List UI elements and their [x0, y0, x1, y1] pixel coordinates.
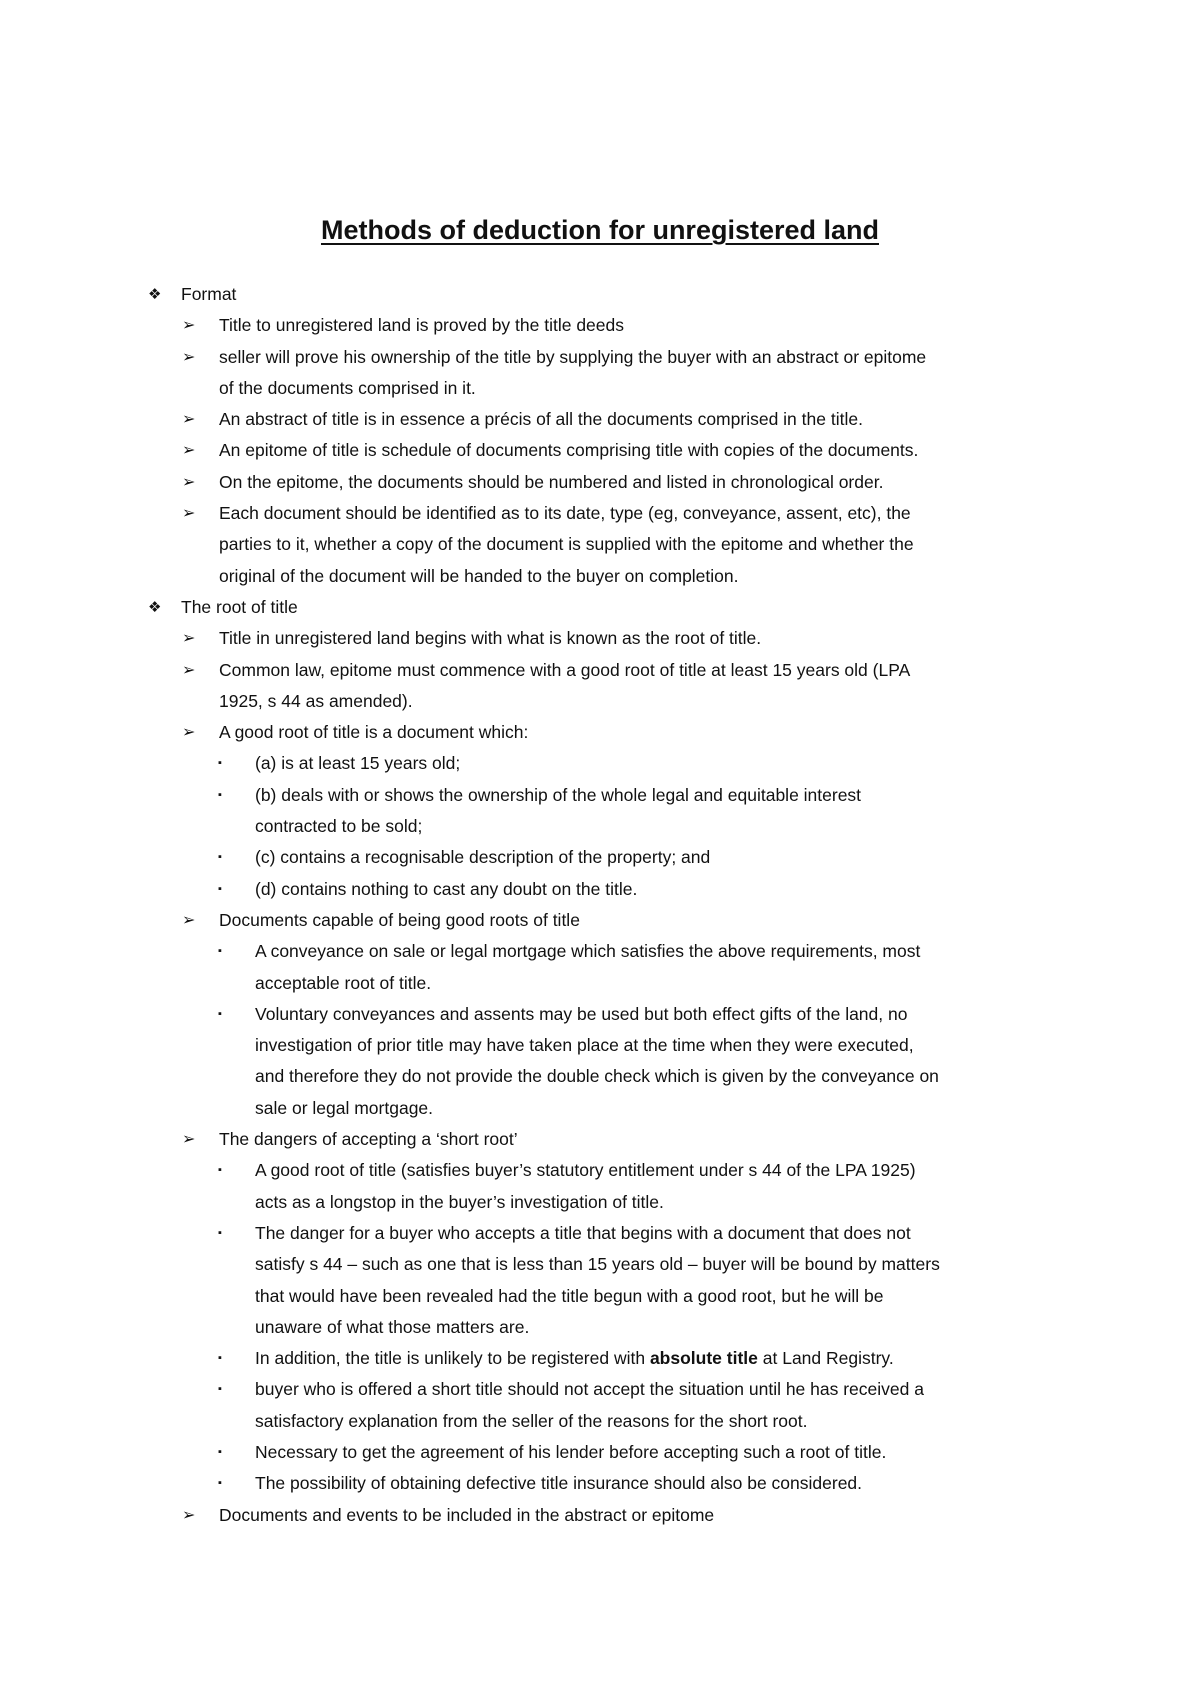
- line-text: Documents capable of being good roots of title: [219, 909, 580, 930]
- line-text: acts as a longstop in the buyer’s investigation of title.: [255, 1191, 664, 1212]
- arrowhead-bullet-icon: ➢: [182, 442, 196, 460]
- sub-list-item: [0, 999, 1200, 1030]
- square-bullet-icon: ▪: [218, 788, 222, 801]
- arrowhead-bullet-icon: ➢: [182, 1506, 196, 1524]
- line-text: (b) deals with or shows the ownership of the whole legal and equitable interest: [255, 784, 862, 805]
- arrowhead-bullet-icon: ➢: [182, 348, 196, 366]
- square-bullet-icon: ▪: [218, 1383, 222, 1396]
- line-text: satisfy s 44 – such as one that is less than 15 years old – buyer will be bound by matters: [255, 1254, 940, 1275]
- line-text: Each document should be identified as to its date, type (eg, conveyance, assent, etc), the: [219, 503, 911, 524]
- sub-list-item: [0, 1406, 1200, 1437]
- line-text: On the epitome, the documents should be numbered and listed in chronological order.: [219, 471, 884, 492]
- arrowhead-bullet-icon: ➢: [182, 661, 196, 679]
- text-segment: In addition, the title is unlikely to be registered with: [255, 1348, 650, 1369]
- text-segment: at Land Registry.: [757, 1348, 894, 1369]
- square-bullet-icon: ▪: [218, 1164, 222, 1177]
- list-item: [0, 905, 1200, 936]
- line-text: unaware of what those matters are.: [255, 1316, 530, 1337]
- sub-list-item: [0, 1281, 1200, 1312]
- sub-list-item: [0, 1312, 1200, 1343]
- list-item: [0, 404, 1200, 435]
- list-item: [0, 435, 1200, 466]
- line-text: A good root of title is a document which:: [219, 722, 529, 743]
- section-heading: [0, 279, 1200, 310]
- diamond-bullet-icon: ❖: [148, 598, 162, 616]
- square-bullet-icon: ▪: [218, 882, 222, 895]
- sub-list-item: [0, 1343, 1200, 1374]
- line-text: An abstract of title is in essence a précis of all the documents comprised in the title.: [219, 409, 863, 430]
- list-item: [0, 655, 1200, 686]
- sub-list-item: [0, 1437, 1200, 1468]
- square-bullet-icon: ▪: [218, 945, 222, 958]
- list-item: [0, 623, 1200, 654]
- sub-list-item: [0, 874, 1200, 905]
- sub-list-item: [0, 1468, 1200, 1499]
- list-item: [0, 498, 1200, 529]
- line-text: Necessary to get the agreement of his lender before accepting such a root of title.: [255, 1441, 887, 1462]
- sub-list-item: [0, 811, 1200, 842]
- list-item: [0, 529, 1200, 560]
- sub-list-item: [0, 1187, 1200, 1218]
- line-text: Voluntary conveyances and assents may be used but both effect gifts of the land, no: [255, 1003, 908, 1024]
- list-item: [0, 310, 1200, 341]
- bold-term: absolute title: [649, 1348, 758, 1369]
- sub-list-item: [0, 1218, 1200, 1249]
- line-text: The possibility of obtaining defective title insurance should also be considered.: [255, 1473, 863, 1494]
- sub-list-item: [0, 1030, 1200, 1061]
- sub-list-item: [0, 936, 1200, 967]
- square-bullet-icon: ▪: [218, 851, 222, 864]
- list-item: [0, 1500, 1200, 1531]
- square-bullet-icon: ▪: [218, 757, 222, 770]
- line-text: [0, 1343, 1200, 1374]
- list-item: [0, 686, 1200, 717]
- arrowhead-bullet-icon: ➢: [182, 911, 196, 929]
- line-text: The dangers of accepting a ‘short root’: [219, 1129, 518, 1150]
- sub-list-item: [0, 1249, 1200, 1280]
- page-title: Methods of deduction for unregistered land: [320, 215, 879, 245]
- line-text: of the documents comprised in it.: [219, 377, 476, 398]
- arrowhead-bullet-icon: ➢: [182, 317, 196, 335]
- line-text: parties to it, whether a copy of the document is supplied with the epitome and whether the: [219, 534, 914, 555]
- document-body: [0, 279, 1200, 1531]
- line-text: satisfactory explanation from the seller of the reasons for the short root.: [255, 1410, 808, 1431]
- line-text: Title in unregistered land begins with what is known as the root of title.: [219, 628, 762, 649]
- line-text: acceptable root of title.: [255, 972, 432, 993]
- square-bullet-icon: ▪: [218, 1352, 222, 1365]
- line-text: contracted to be sold;: [255, 816, 423, 837]
- line-text: sale or legal mortgage.: [255, 1097, 434, 1118]
- sub-list-item: [0, 1093, 1200, 1124]
- line-text: A conveyance on sale or legal mortgage which satisfies the above requirements, most: [255, 941, 921, 962]
- list-item: [0, 342, 1200, 373]
- square-bullet-icon: ▪: [218, 1007, 222, 1020]
- section-heading: [0, 592, 1200, 623]
- arrowhead-bullet-icon: ➢: [182, 473, 196, 491]
- line-text: Title to unregistered land is proved by the title deeds: [219, 315, 625, 336]
- line-text: 1925, s 44 as amended).: [219, 690, 413, 711]
- list-item: [0, 467, 1200, 498]
- arrowhead-bullet-icon: ➢: [182, 630, 196, 648]
- square-bullet-icon: ▪: [218, 1477, 222, 1490]
- line-text: investigation of prior title may have taken place at the time when they were executed,: [255, 1035, 914, 1056]
- list-item: [0, 561, 1200, 592]
- sub-list-item: [0, 780, 1200, 811]
- line-text: seller will prove his ownership of the title by supplying the buyer with an abstract or epitome: [219, 346, 927, 367]
- sub-list-item: [0, 842, 1200, 873]
- line-text: The root of title: [181, 596, 298, 617]
- list-item: [0, 717, 1200, 748]
- line-text: Format: [181, 284, 237, 304]
- list-item: [0, 1124, 1200, 1155]
- line-text: that would have been revealed had the title begun with a good root, but he will be: [255, 1285, 884, 1306]
- list-item: [0, 373, 1200, 404]
- line-text: original of the document will be handed to the buyer on completion.: [219, 565, 739, 586]
- line-text: (c) contains a recognisable description of the property; and: [255, 847, 711, 868]
- line-text: A good root of title (satisfies buyer’s statutory entitlement under s 44 of the LPA 1925): [255, 1160, 916, 1181]
- line-text: buyer who is offered a short title should not accept the situation until he has received a: [255, 1379, 924, 1400]
- line-text: The danger for a buyer who accepts a title that begins with a document that does not: [255, 1222, 911, 1243]
- square-bullet-icon: ▪: [218, 1445, 222, 1458]
- square-bullet-icon: ▪: [218, 1226, 222, 1239]
- line-text: Common law, epitome must commence with a good root of title at least 15 years old (LPA: [219, 659, 911, 680]
- arrowhead-bullet-icon: ➢: [182, 411, 196, 429]
- line-text: (d) contains nothing to cast any doubt on the title.: [255, 878, 638, 899]
- line-text: and therefore they do not provide the double check which is given by the conveyance on: [255, 1066, 939, 1087]
- arrowhead-bullet-icon: ➢: [182, 505, 196, 523]
- line-text: (a) is at least 15 years old;: [255, 753, 461, 774]
- sub-list-item: [0, 968, 1200, 999]
- diamond-bullet-icon: ❖: [148, 286, 162, 303]
- arrowhead-bullet-icon: ➢: [182, 1131, 196, 1149]
- line-text: An epitome of title is schedule of documents comprising title with copies of the documents.: [219, 440, 919, 461]
- sub-list-item: [0, 1061, 1200, 1092]
- sub-list-item: [0, 1374, 1200, 1405]
- sub-list-item: [0, 748, 1200, 779]
- line-text: Documents and events to be included in the abstract or epitome: [219, 1504, 715, 1525]
- arrowhead-bullet-icon: ➢: [182, 724, 196, 742]
- sub-list-item: [0, 1155, 1200, 1186]
